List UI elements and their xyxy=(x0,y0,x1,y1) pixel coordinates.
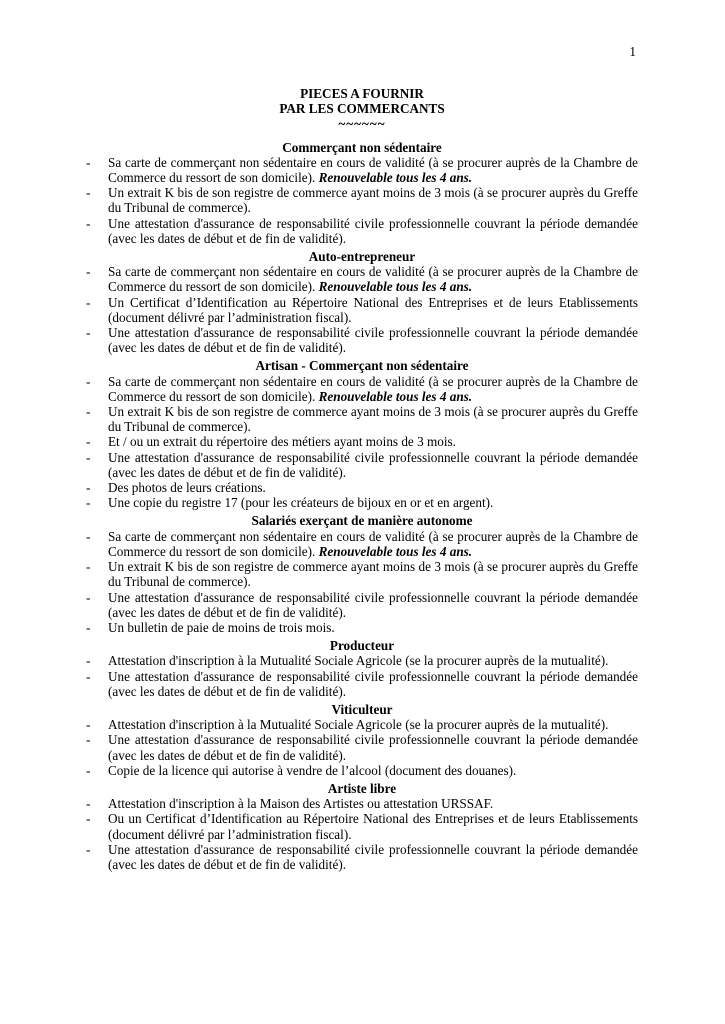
dash-bullet-icon: - xyxy=(86,841,91,857)
list-item xyxy=(86,325,638,355)
document-body xyxy=(86,86,638,872)
item-text: Sa carte de commerçant non sédentaire en cours de validité (à se procurer auprès de la Chambre de Commerce du ressort de son domicile). xyxy=(108,528,638,559)
item-text: Un bulletin de paie de moins de trois mois. xyxy=(108,619,335,635)
section-title: Salariés exerçant de manière autonome xyxy=(251,513,473,529)
dash-bullet-icon: - xyxy=(86,619,91,635)
dash-bullet-icon: - xyxy=(86,325,91,341)
requirement-list xyxy=(86,717,638,778)
list-item xyxy=(86,842,638,872)
item-text: Un extrait K bis de son registre de commerce ayant moins de 3 mois (à se procurer auprès du Greffe du Tribunal de commerce). xyxy=(108,559,638,590)
list-item xyxy=(86,264,638,294)
list-item xyxy=(86,434,638,449)
dash-bullet-icon: - xyxy=(86,668,91,684)
section-title: Artisan - Commerçant non sédentaire xyxy=(255,358,469,374)
item-text: Une attestation d'assurance de responsabilité civile professionnelle couvrant la période demandée (avec les dates de début et de fin de validité). xyxy=(108,325,638,356)
list-item xyxy=(86,620,638,635)
item-text: Attestation d'inscription à la Maison des Artistes ou attestation URSSAF. xyxy=(108,796,494,812)
dash-bullet-icon: - xyxy=(86,717,91,733)
list-item xyxy=(86,669,638,699)
dash-bullet-icon: - xyxy=(86,185,91,201)
list-item xyxy=(86,559,638,589)
dash-bullet-icon: - xyxy=(86,373,91,389)
page-number: 1 xyxy=(629,44,636,59)
renewal-note: Renouvelable tous les 4 ans. xyxy=(318,388,473,404)
dash-bullet-icon: - xyxy=(86,449,91,465)
requirement-list xyxy=(86,796,638,872)
item-text: Une attestation d'assurance de responsabilité civile professionnelle couvrant la période demandée (avec les dates de début et de fin de validité). xyxy=(108,449,638,480)
document-title-line-2: PAR LES COMMERCANTS xyxy=(279,101,445,117)
dash-bullet-icon: - xyxy=(86,811,91,827)
list-item xyxy=(86,796,638,811)
section-title: Auto-entrepreneur xyxy=(308,249,416,265)
requirement-list xyxy=(86,653,638,699)
item-text: Une attestation d'assurance de responsabilité civile professionnelle couvrant la période demandée (avec les dates de début et de fin de validité). xyxy=(108,589,638,620)
requirement-list xyxy=(86,155,638,246)
item-text: Sa carte de commerçant non sédentaire en cours de validité (à se procurer auprès de la Chambre de Commerce du ressort de son domicile). xyxy=(108,264,638,295)
dash-bullet-icon: - xyxy=(86,559,91,575)
dash-bullet-icon: - xyxy=(86,294,91,310)
section-title: Producteur xyxy=(329,638,395,654)
dash-bullet-icon: - xyxy=(86,215,91,231)
list-item xyxy=(86,763,638,778)
section-title: Viticulteur xyxy=(331,701,393,717)
item-text: Une attestation d'assurance de responsabilité civile professionnelle couvrant la période demandée (avec les dates de début et de fin de validité). xyxy=(108,215,638,246)
item-text: Copie de la licence qui autorise à vendre de l’alcool (document des douanes). xyxy=(108,762,517,778)
section-title: Artiste libre xyxy=(327,780,397,796)
item-text: Et / ou un extrait du répertoire des métiers ayant moins de 3 mois. xyxy=(108,434,456,450)
dash-bullet-icon: - xyxy=(86,589,91,605)
dash-bullet-icon: - xyxy=(86,404,91,420)
list-item xyxy=(86,295,638,325)
item-text: Un Certificat d’Identification au Répertoire National des Entreprises et de leurs Etablissements (document délivré par l’administration fiscal). xyxy=(108,294,638,325)
item-text: Un extrait K bis de son registre de commerce ayant moins de 3 mois (à se procurer auprès du Greffe du Tribunal de commerce). xyxy=(108,404,638,435)
list-item xyxy=(86,374,638,404)
requirement-list xyxy=(86,529,638,635)
item-text: Sa carte de commerçant non sédentaire en cours de validité (à se procurer auprès de la Chambre de Commerce du ressort de son domicile). xyxy=(108,154,638,186)
renewal-note: Renouvelable tous les 4 ans. xyxy=(318,170,473,186)
list-item xyxy=(86,450,638,480)
list-item xyxy=(86,811,638,841)
dash-bullet-icon: - xyxy=(86,653,91,669)
document-title-line-1: PIECES A FOURNIR xyxy=(300,86,424,101)
list-item xyxy=(86,732,638,762)
dash-bullet-icon: - xyxy=(86,762,91,778)
item-text: Une attestation d'assurance de responsabilité civile professionnelle couvrant la période demandée (avec les dates de début et de fin de validité). xyxy=(108,841,638,872)
sections-container xyxy=(86,140,638,873)
renewal-note: Renouvelable tous les 4 ans. xyxy=(318,279,473,295)
dash-bullet-icon: - xyxy=(86,480,91,496)
list-item xyxy=(86,495,638,510)
list-item xyxy=(86,480,638,495)
renewal-note: Renouvelable tous les 4 ans. xyxy=(318,543,473,559)
list-item xyxy=(86,155,638,185)
requirement-list xyxy=(86,374,638,511)
dash-bullet-icon: - xyxy=(86,528,91,544)
list-item xyxy=(86,404,638,434)
dash-bullet-icon: - xyxy=(86,796,91,812)
item-text: Une copie du registre 17 (pour les créateurs de bijoux en or et en argent). xyxy=(108,495,494,511)
item-text: Un extrait K bis de son registre de commerce ayant moins de 3 mois (à se procurer auprès du Greffe du Tribunal de commerce). xyxy=(108,185,638,216)
dash-bullet-icon: - xyxy=(86,434,91,450)
requirement-list xyxy=(86,264,638,355)
list-item xyxy=(86,529,638,559)
item-text: Une attestation d'assurance de responsabilité civile professionnelle couvrant la période demandée (avec les dates de début et de fin de validité). xyxy=(108,668,638,699)
title-separator: ~~~~~~ xyxy=(338,116,386,132)
item-text: Attestation d'inscription à la Mutualité Sociale Agricole (se la procurer auprès de la mutualité). xyxy=(108,653,609,669)
list-item xyxy=(86,185,638,215)
list-item xyxy=(86,590,638,620)
item-text: Une attestation d'assurance de responsabilité civile professionnelle couvrant la période demandée (avec les dates de début et de fin de validité). xyxy=(108,732,638,763)
dash-bullet-icon: - xyxy=(86,154,91,170)
dash-bullet-icon: - xyxy=(86,732,91,748)
list-item xyxy=(86,216,638,246)
dash-bullet-icon: - xyxy=(86,495,91,511)
list-item xyxy=(86,717,638,732)
item-text: Des photos de leurs créations. xyxy=(108,480,266,496)
section-title: Commerçant non sédentaire xyxy=(282,139,442,155)
item-text: Sa carte de commerçant non sédentaire en cours de validité (à se procurer auprès de la Chambre de Commerce du ressort de son domicile). xyxy=(108,373,638,404)
item-text: Ou un Certificat d’Identification au Répertoire National des Entreprises et de leurs Etablissements (document délivré par l’administration fiscal). xyxy=(108,811,638,842)
dash-bullet-icon: - xyxy=(86,264,91,280)
item-text: Attestation d'inscription à la Mutualité Sociale Agricole (se la procurer auprès de la mutualité). xyxy=(108,717,609,733)
list-item xyxy=(86,653,638,668)
